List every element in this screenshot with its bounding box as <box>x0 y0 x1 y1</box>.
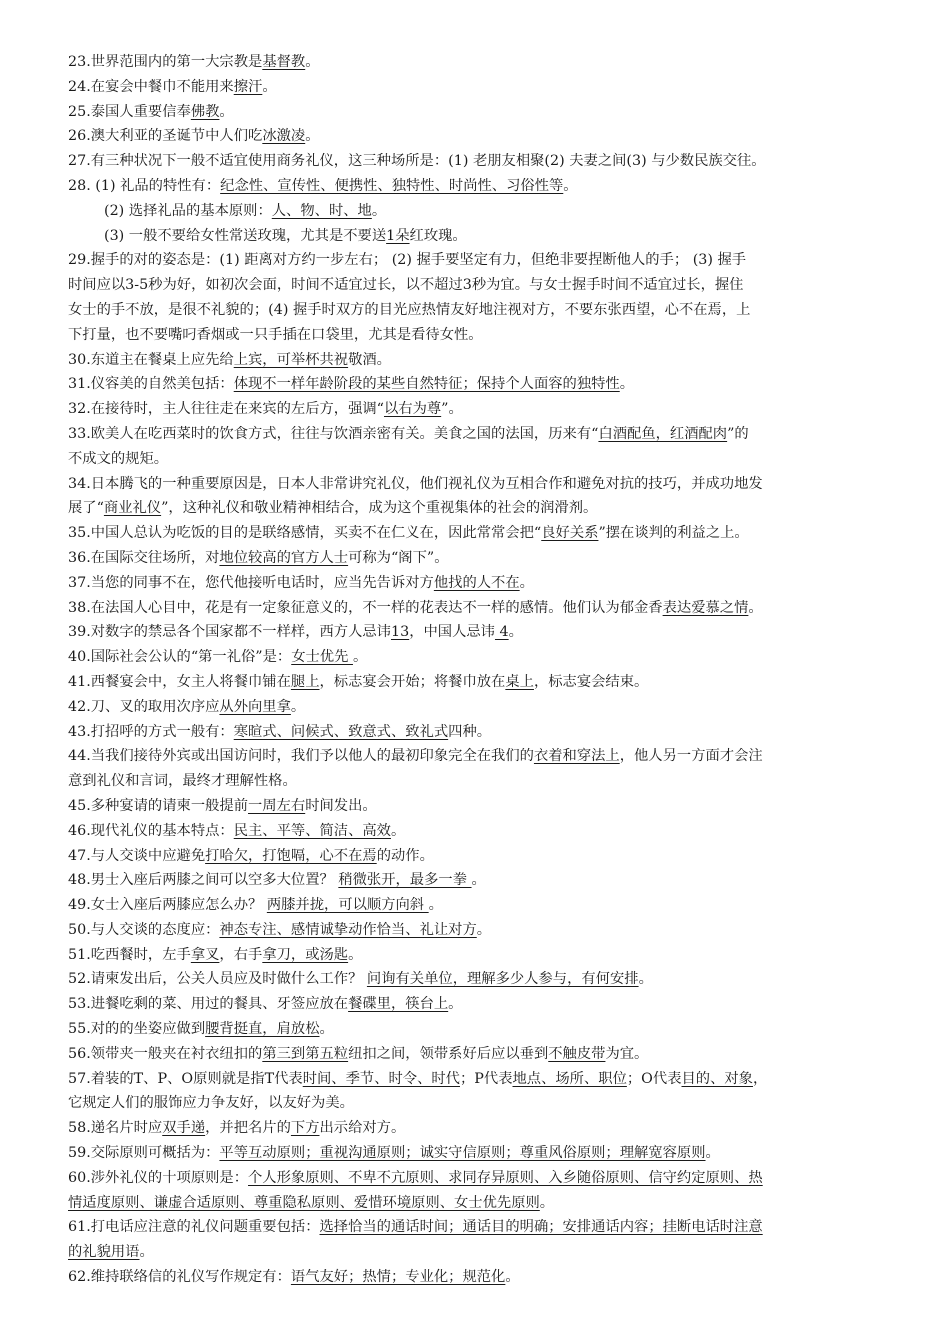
text-line <box>68 868 888 893</box>
line-text: 49.女士入座后两膝应怎么办？ <box>68 897 267 914</box>
text-line <box>68 943 888 968</box>
line-text: ，并把名片的 <box>205 1120 291 1137</box>
underlined-answer: 腰背挺直，肩放松 <box>205 1021 320 1038</box>
underlined-answer: 打哈欠，打饱嗝，心不在焉 <box>205 847 377 864</box>
text-line <box>68 819 888 844</box>
underlined-answer: 一周左右 <box>248 797 306 814</box>
line-text: 。 <box>471 872 486 889</box>
text-line <box>68 75 888 100</box>
line-text: 31.仪容美的自然美包括： <box>68 376 234 393</box>
line-text: 。 <box>290 698 306 715</box>
underlined-answer: 冰激凌 <box>262 128 306 145</box>
line-text: 。 <box>519 574 534 591</box>
line-text: 38.在法国人心目中，花是有一定象征意义的，不一样的花表达不一样的感情。他们认为郁金香 <box>68 599 663 616</box>
line-text: 。 <box>305 128 320 145</box>
line-text: 四种。 <box>448 723 492 740</box>
text-line <box>68 571 888 596</box>
underlined-answer: 语气友好；热情；专业化；规范化 <box>290 1269 506 1286</box>
line-text: 它规定人们的服饰应力争友好，以友好为美。 <box>68 1095 354 1112</box>
underlined-answer: 体现不一样年龄阶段的某些自然特征；保持个人面容的独特性 <box>233 376 620 393</box>
underlined-answer: 人、物、时、地 <box>271 202 372 219</box>
text-line <box>68 620 888 645</box>
line-text: 展了“ <box>68 500 104 517</box>
line-text: 。 <box>428 897 443 914</box>
text-line <box>68 670 888 695</box>
text-line <box>68 596 888 621</box>
line-text: 可称为“阁下”。 <box>348 549 449 566</box>
line-text: 。 <box>219 103 234 120</box>
line-text: 下打量，也不要嘴叼香烟或一只手插在口袋里，尤其是看待女性。 <box>68 326 483 343</box>
text-line <box>68 1116 888 1141</box>
text-line <box>68 372 888 397</box>
underlined-answer: 地点、场所、职位 <box>512 1070 627 1087</box>
line-text: 。 <box>476 921 492 938</box>
line-text: ”，这种礼仪和敬业精神相结合，成为这个重视集体的社会的润滑剂。 <box>161 500 598 517</box>
line-text: 为宜。 <box>605 1045 649 1062</box>
line-text: ；P代表 <box>459 1070 513 1087</box>
text-line <box>68 918 888 943</box>
line-text: 43.打招呼的方式一般有： <box>68 723 234 740</box>
line-text: 红玫瑰。 <box>409 227 467 244</box>
text-line <box>68 447 888 472</box>
line-text: ， <box>752 1070 768 1087</box>
text-line <box>68 323 888 348</box>
text-line <box>68 298 888 323</box>
text-line <box>68 893 888 918</box>
line-text: 40.国际社会公认的“第一礼俗”是： <box>68 649 292 666</box>
underlined-answer: 桌上 <box>505 673 534 690</box>
text-line <box>68 50 888 75</box>
text-line <box>68 521 888 546</box>
underlined-answer: 餐碟里，筷台上 <box>348 996 449 1013</box>
line-text: 46.现代礼仪的基本特点： <box>68 822 234 839</box>
underlined-answer: 目的、对象 <box>681 1070 753 1087</box>
underlined-answer: 他找的人不在 <box>433 574 520 591</box>
text-line <box>68 1042 888 1067</box>
underlined-answer: 拿叉 <box>190 946 220 963</box>
line-text: 。 <box>319 1021 334 1038</box>
line-text: 32.在接待时，主人往往走在来宾的左后方，强调“ <box>68 401 384 418</box>
underlined-answer: 擦汗 <box>233 78 263 95</box>
line-text: 36.在国际交往场所，对 <box>68 549 220 566</box>
underlined-answer: 两膝并拢，可以顺方向斜 <box>266 897 429 914</box>
line-text: 62.维持联络信的礼仪写作规定有： <box>68 1269 291 1286</box>
underlined-answer: 问询有关单位，理解多少人参与，有何安排 <box>366 971 639 988</box>
underlined-answer: 民主、平等、简洁、高效 <box>233 822 391 839</box>
line-text: 35.中国人总认为吃饭的目的是联络感情，买卖不在仁义在，因此常常会把“ <box>68 525 542 542</box>
underlined-answer: 佛教 <box>190 103 220 120</box>
underlined-answer: 寒暄式、问候式、致意式、致礼式 <box>233 723 449 740</box>
line-text: 51.吃西餐时，左手 <box>68 946 191 963</box>
text-line <box>68 844 888 869</box>
underlined-answer: 女士优先 <box>291 649 353 666</box>
line-text: ”的 <box>727 425 749 442</box>
line-text: 女士的手不放，是很不礼貌的；(4) 握手时双方的目光应热情友好地注视对方，不要东张西望，心不在焉，上 <box>68 301 751 318</box>
line-text: 。 <box>352 649 368 666</box>
underlined-answer: 情适度原则、谦虚合适原则、尊重隐私原则、爱惜环境原则、女士优先原则 <box>68 1194 540 1211</box>
underlined-answer: 第三到第五粒 <box>262 1045 349 1062</box>
line-text: 61.打电话应注意的礼仪问题重要包括： <box>68 1219 320 1236</box>
line-text: 34.日本腾飞的一种重要原因是，日本人非常讲究礼仪，他们视礼仪为互相合作和避免对抗的技巧，并成功地发 <box>68 475 763 492</box>
line-text: 。 <box>305 54 320 70</box>
text-line <box>68 273 888 298</box>
underlined-answer: 商业礼仪 <box>103 500 162 517</box>
text-line <box>68 794 888 819</box>
line-text: 25.泰国人重要信奉 <box>68 103 191 120</box>
text-line <box>68 1141 888 1166</box>
line-text: (3) 一般不要给女性常送玫瑰，尤其是不要送 <box>104 227 387 244</box>
underlined-answer: 稍微张开，最多一拳 <box>338 872 472 889</box>
text-line <box>68 248 888 273</box>
text-line <box>68 1091 888 1116</box>
line-text: 意到礼仪和言词，最终才理解性格。 <box>68 773 297 790</box>
text-line <box>68 1215 888 1240</box>
underlined-answer: 良好关系 <box>541 525 599 542</box>
line-text: 。 <box>448 996 463 1013</box>
text-line <box>68 496 888 521</box>
text-line <box>68 472 888 497</box>
underlined-answer: 的礼貌用语 <box>68 1244 140 1261</box>
line-text: 不成文的规矩。 <box>68 450 169 467</box>
text-line <box>68 1017 888 1042</box>
line-text: ，中国人忌讳 <box>409 624 495 641</box>
line-text: 24.在宴会中餐巾不能用来 <box>68 78 234 95</box>
line-text: 。 <box>508 624 523 641</box>
line-text: 60.涉外礼仪的十项原则是： <box>68 1169 249 1186</box>
line-text: 。 <box>563 177 578 194</box>
line-text: 出示给对方。 <box>319 1120 406 1137</box>
line-text: 。 <box>638 971 653 988</box>
line-text: ，标志宴会开始；将餐巾放在 <box>319 673 506 690</box>
text-line <box>68 124 888 149</box>
text-line <box>68 1166 888 1191</box>
text-line <box>68 992 888 1017</box>
line-text: 。 <box>505 1269 520 1286</box>
underlined-answer: 时间、季节、时令、时代 <box>302 1070 460 1087</box>
line-text: 时间应以3-5秒为好，如初次会面，时间不适宜过长，以不超过3秒为宜。与女士握手时间不适宜过长，握住 <box>68 277 744 294</box>
line-text: ，他人另一方面才会注 <box>619 748 763 765</box>
line-text: 。 <box>348 946 363 963</box>
line-text: 39.对数字的禁忌各个国家都不一样样，西方人忌讳 <box>68 624 391 641</box>
line-text: 47.与人交谈中应避免 <box>68 847 206 864</box>
line-text: 23.世界范围内的第一大宗教是 <box>68 54 263 70</box>
line-text: 41.西餐宴会中，女主人将餐巾铺在 <box>68 673 291 690</box>
line-text: (2) 选择礼品的基本原则： <box>104 202 272 219</box>
text-line <box>68 1067 888 1092</box>
underlined-answer: 平等互动原则；重视沟通原则；诚实守信原则；尊重风俗原则；理解宽容原则 <box>219 1145 706 1162</box>
line-text: 50.与人交谈的态度应： <box>68 921 220 938</box>
text-line <box>68 967 888 992</box>
text-line <box>68 174 888 199</box>
line-text: 29.握手的对的姿态是：(1) 距离对方约一步左右； (2) 握手要坚定有力，但绝非要捏断他人的手； (3) 握手 <box>68 252 747 269</box>
line-text: ，标志宴会结束。 <box>533 673 649 690</box>
line-text: 53.进餐吃剩的菜、用过的餐具、牙签应放在 <box>68 996 349 1013</box>
line-text: 55.对的的坐姿应做到 <box>68 1021 206 1038</box>
line-text: 52.请柬发出后，公关人员应及时做什么工作？ <box>68 971 367 988</box>
line-text: 。 <box>390 822 406 839</box>
underlined-answer: 不触皮带 <box>548 1045 606 1062</box>
line-text: ”。 <box>441 401 463 418</box>
underlined-answer: 衣着和穿法上 <box>533 748 620 765</box>
line-text: 。 <box>139 1244 154 1261</box>
text-line <box>68 224 888 249</box>
line-text: 纽扣之间，领带系好后应以垂到 <box>348 1045 549 1062</box>
underlined-answer: 地位较高的官方人士 <box>219 549 349 566</box>
line-text: 33.欧美人在吃西菜时的饮食方式，往往与饮酒亲密有关。美食之国的法国，历来有“ <box>68 425 599 442</box>
line-text: 56.领带夹一般夹在衬衣纽扣的 <box>68 1045 263 1062</box>
underlined-answer: 腿上 <box>290 673 320 690</box>
underlined-answer: 双手递 <box>162 1120 206 1137</box>
text-line <box>68 199 888 224</box>
line-text: ；O代表 <box>626 1070 682 1087</box>
line-text: 58.递名片时应 <box>68 1120 163 1137</box>
underlined-answer: 白酒配鱼，红酒配肉 <box>598 425 728 442</box>
line-text: 30.东道主在餐桌上应先给 <box>68 351 234 368</box>
line-text: 27.有三种状况下一般不适宜使用商务礼仪，这三种场所是：(1) 老朋友相聚(2) 夫妻之间(3) 与少数民族交往。 <box>68 153 766 170</box>
text-line <box>68 744 888 769</box>
text-line <box>68 1240 888 1265</box>
line-text: 57.着装的T、P、O原则就是指T代表 <box>68 1070 303 1087</box>
line-text: 。 <box>748 599 763 616</box>
underlined-answer: 4 <box>494 624 509 641</box>
underlined-answer: 拿刀，或汤匙 <box>262 946 349 963</box>
underlined-answer: 选择恰当的通话时间；通话目的明确；安排通话内容；挂断电话时注意 <box>319 1219 763 1236</box>
line-text: 敬酒。 <box>348 351 391 368</box>
underlined-answer: 13 <box>390 624 410 641</box>
text-line <box>68 769 888 794</box>
line-text: 。 <box>619 376 635 393</box>
text-line <box>68 1265 888 1290</box>
underlined-answer: 从外向里拿 <box>219 698 291 715</box>
underlined-answer: 基督教 <box>262 54 306 70</box>
line-text: 59.交际原则可概括为： <box>68 1145 220 1162</box>
underlined-answer: 表达爱慕之情 <box>662 599 749 616</box>
line-text: 28. (1) 礼品的特性有： <box>68 177 221 194</box>
text-line <box>68 695 888 720</box>
underlined-answer: 下方 <box>290 1120 320 1137</box>
text-line <box>68 1191 888 1216</box>
line-text: 的动作。 <box>376 847 434 864</box>
underlined-answer: 1朵 <box>386 227 410 244</box>
line-text: ”摆在谈判的利益之上。 <box>598 525 749 542</box>
line-text: 45.多种宴请的请柬一般提前 <box>68 797 249 814</box>
text-line <box>68 720 888 745</box>
line-text: 。 <box>705 1145 720 1162</box>
line-text: 时间发出。 <box>305 797 377 814</box>
line-text: 。 <box>539 1194 555 1211</box>
text-line <box>68 422 888 447</box>
underlined-answer: 上宾，可举杯共祝 <box>233 351 349 368</box>
line-text: 42.刀、叉的取用次序应 <box>68 698 220 715</box>
text-line <box>68 645 888 670</box>
line-text: ，右手 <box>219 946 263 963</box>
line-text: 44.当我们接待外宾或出国访问时，我们予以他人的最初印象完全在我们的 <box>68 748 534 765</box>
text-line <box>68 546 888 571</box>
text-line <box>68 397 888 422</box>
line-text: 。 <box>262 78 277 95</box>
underlined-answer: 以右为尊 <box>383 401 442 418</box>
line-text: 48.男士入座后两膝之间可以空多大位置？ <box>68 872 339 889</box>
line-text: 。 <box>371 202 387 219</box>
text-line <box>68 348 888 373</box>
text-line <box>68 100 888 125</box>
underlined-answer: 神态专注、感情诚挚动作恰当、礼让对方 <box>219 921 477 938</box>
line-text: 26.澳大利亚的圣诞节中人们吃 <box>68 128 263 145</box>
underlined-answer: 个人形象原则、不卑不亢原则、求同存异原则、入乡随俗原则、信守约定原则、热 <box>248 1169 763 1186</box>
underlined-answer: 纪念性、宣传性、便携性、独特性、时尚性、习俗性等 <box>220 177 564 194</box>
text-line <box>68 149 888 174</box>
line-text: 37.当您的同事不在，您代他接听电话时，应当先告诉对方 <box>68 574 434 591</box>
